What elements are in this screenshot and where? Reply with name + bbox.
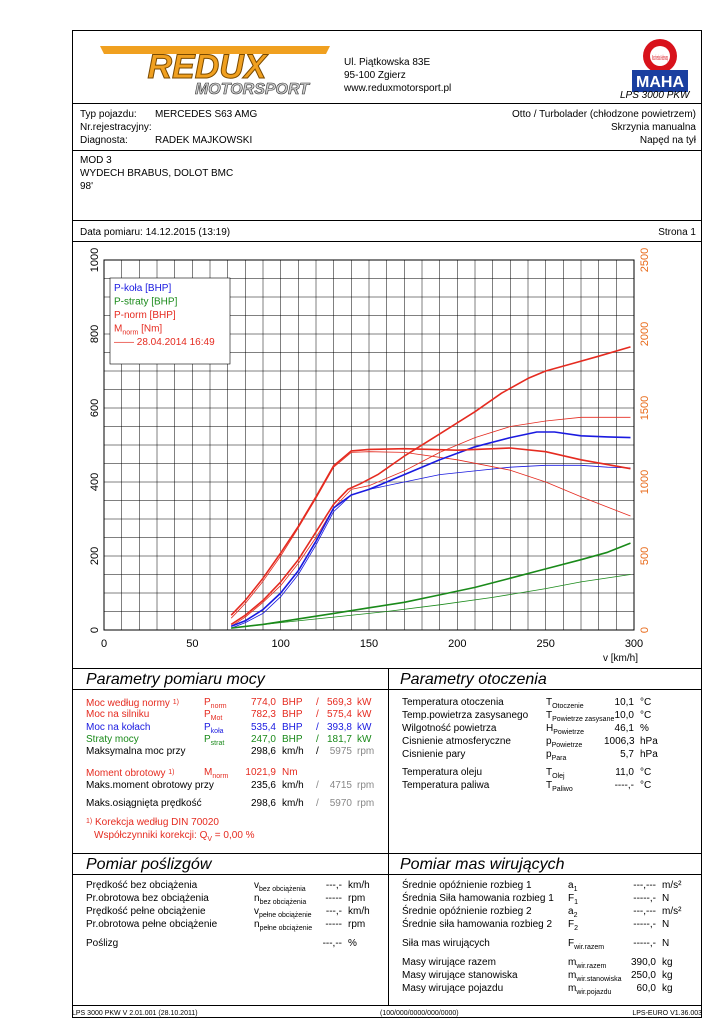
measurement-date bbox=[80, 227, 230, 239]
env-label: Temperatura otoczenia bbox=[402, 697, 504, 708]
mass-unit: m/s² bbox=[662, 906, 682, 917]
param-label: Moc na silniku bbox=[86, 709, 150, 721]
param-unit-2: kW bbox=[357, 721, 372, 733]
mass-symbol: $m_{wir.razem}$ bbox=[568, 957, 607, 970]
param-label: Moc na kołach bbox=[86, 721, 151, 733]
mass-label: Średnia Siła hamowania rozbieg 1 bbox=[402, 893, 554, 904]
slip-title: Pomiar poślizgów bbox=[86, 856, 212, 873]
diag-value: RADEK MAJKOWSKI bbox=[155, 135, 253, 146]
param-symbol: $P_{norm}$ bbox=[204, 697, 227, 710]
y-left-tick-label: 600 bbox=[89, 398, 101, 418]
address-line-1: Ul. Piątkowska 83E bbox=[344, 57, 431, 68]
footer-center: (100/000/0000/000/0000) bbox=[380, 1010, 459, 1017]
mass-symbol: $m_{wir.stanowiska}$ bbox=[568, 970, 622, 983]
mass-symbol: $F_2$ bbox=[568, 919, 579, 932]
mass-label: Masy wirujące stanowiska bbox=[402, 970, 518, 981]
torque-at-value-1: 235,6 bbox=[250, 780, 276, 791]
legend-entry: P-straty [BHP] bbox=[114, 296, 178, 308]
mass-unit: m/s² bbox=[662, 880, 682, 891]
env-title: Parametry otoczenia bbox=[400, 671, 547, 688]
param-symbol: $P_{strat}$ bbox=[204, 733, 225, 747]
slip-label: Pr.obrotowa pełne obciążenie bbox=[86, 919, 218, 930]
env-symbol: $p_{Powietrze}$ bbox=[546, 736, 583, 749]
param-value-2: 393,8 bbox=[326, 721, 352, 733]
param-value-2: 569,3 bbox=[326, 697, 352, 708]
address-line-3: www.reduxmotorsport.pl bbox=[344, 83, 452, 94]
max-speed-unit-1: km/h bbox=[282, 798, 304, 809]
footer-left: LPS 3000 PKW V 2.01.001 (28.10.2011) bbox=[72, 1010, 198, 1017]
max-speed-separator: / bbox=[316, 798, 319, 809]
param-unit-2: kW bbox=[357, 733, 372, 745]
y-left-tick-label: 400 bbox=[89, 472, 101, 492]
env-unit: °C bbox=[640, 697, 652, 708]
env-symbol: $T_{Olej}$ bbox=[546, 767, 565, 780]
mass-symbol: $m_{wir.pojazdu}$ bbox=[568, 983, 612, 996]
param-unit-2: rpm bbox=[357, 746, 375, 758]
slip-label: Poślizg bbox=[86, 938, 119, 949]
env-label: Temp.powietrza zasysanego bbox=[402, 710, 529, 721]
env-unit: °C bbox=[640, 780, 652, 791]
param-label: Maksymalna moc przy bbox=[86, 746, 186, 758]
param-symbol: $P_{Mot}$ bbox=[204, 709, 223, 723]
env-value: 1006,3 bbox=[604, 736, 635, 747]
reg-label: Nr.rejestracyjny: bbox=[80, 122, 152, 133]
note-line-2: WYDECH BRABUS, DOLOT BMC bbox=[80, 168, 234, 179]
y-right-tick-label: 2000 bbox=[639, 321, 651, 347]
env-symbol: $p_{Para}$ bbox=[546, 749, 567, 762]
env-value: 10,0 bbox=[614, 710, 634, 721]
env-symbol: $T_{Powietrze zasysane}$ bbox=[546, 710, 615, 723]
param-label: Straty mocy bbox=[86, 733, 139, 745]
torque-value: 1021,9 bbox=[245, 767, 276, 778]
slip-unit: km/h bbox=[348, 880, 370, 891]
note-line-1: MOD 3 bbox=[80, 155, 112, 166]
max-speed-unit-2: rpm bbox=[357, 798, 375, 809]
mass-title: Pomiar mas wirujących bbox=[400, 856, 565, 873]
env-label: Temperatura paliwa bbox=[402, 780, 490, 791]
mass-value: -----,- bbox=[633, 938, 656, 949]
engine-type: Otto / Turbolader (chłodzone powietrzem) bbox=[512, 109, 696, 120]
series-line bbox=[231, 465, 630, 628]
env-value: ----,- bbox=[614, 780, 634, 791]
y-right-tick-label: 500 bbox=[639, 546, 651, 566]
param-unit-1: BHP bbox=[282, 733, 303, 745]
x-tick-label: 250 bbox=[536, 638, 555, 650]
mass-unit: N bbox=[662, 938, 670, 949]
param-value-2: 575,4 bbox=[326, 709, 352, 721]
mass-value: 250,0 bbox=[630, 970, 656, 981]
torque-at-separator: / bbox=[316, 780, 319, 791]
env-value: 46,1 bbox=[614, 723, 634, 734]
mass-label: Masy wirujące pojazdu bbox=[402, 983, 504, 994]
param-separator: / bbox=[316, 746, 319, 758]
param-value-1: 535,4 bbox=[250, 721, 276, 733]
max-speed-value-1: 298,6 bbox=[250, 798, 276, 809]
maha-logo bbox=[624, 36, 696, 94]
vehicle-type-value: MERCEDES S63 AMG bbox=[155, 109, 258, 120]
x-tick-label: 300 bbox=[624, 638, 644, 650]
env-value: 10,1 bbox=[614, 697, 634, 708]
torque-at-unit-1: km/h bbox=[282, 780, 304, 791]
slip-label: Prędkość pełne obciążenie bbox=[86, 906, 206, 917]
mass-label: Masy wirujące razem bbox=[402, 957, 496, 968]
legend-entry: P-norm [BHP] bbox=[114, 310, 176, 321]
legend-entry: —— 28.04.2014 16:49 bbox=[114, 337, 215, 348]
slip-symbol: $n_{bez obciążenia}$ bbox=[254, 893, 307, 906]
mass-value: -----,- bbox=[633, 919, 656, 930]
address-line-2: 95-100 Zgierz bbox=[344, 70, 406, 81]
company-address bbox=[344, 56, 451, 95]
param-unit-2: kW bbox=[357, 709, 372, 721]
date-label: Data pomiaru: bbox=[80, 227, 143, 238]
mass-value: 390,0 bbox=[630, 957, 656, 968]
mass-unit: kg bbox=[662, 957, 673, 968]
note-line-3: 98' bbox=[80, 181, 94, 192]
svg-text:MOTORSPORT: MOTORSPORT bbox=[194, 81, 310, 98]
y-left-tick-label: 800 bbox=[89, 324, 101, 344]
torque-symbol: $M_{norm}$ bbox=[204, 767, 229, 780]
param-unit-1: BHP bbox=[282, 709, 303, 721]
env-label: Cisnienie pary bbox=[402, 749, 466, 760]
legend-entry: $M_{norm}$ [Nm] bbox=[114, 323, 163, 337]
y-right-tick-label: 2500 bbox=[639, 247, 651, 273]
env-label: Wilgotność powietrza bbox=[402, 723, 497, 734]
mass-unit: kg bbox=[662, 983, 673, 994]
slip-value: ----- bbox=[325, 893, 342, 904]
slip-unit: % bbox=[348, 938, 357, 949]
slip-label: Prędkość bez obciążenia bbox=[86, 880, 198, 891]
param-separator: / bbox=[316, 709, 319, 721]
env-unit: °C bbox=[640, 767, 652, 778]
param-label: Moc według normy $^{1)}$ bbox=[86, 698, 179, 709]
param-value-1: 247,0 bbox=[250, 733, 276, 745]
env-unit: hPa bbox=[640, 749, 658, 760]
torque-at-value-2: 4715 bbox=[329, 780, 352, 791]
torque-label: Moment obrotowy $^{1)}$ bbox=[86, 768, 175, 779]
svg-text:REDUX: REDUX bbox=[147, 48, 267, 86]
mass-value: ---,--- bbox=[633, 906, 656, 917]
param-separator: / bbox=[316, 721, 319, 733]
env-unit: °C bbox=[640, 710, 652, 721]
page-number: Strona 1 bbox=[658, 227, 696, 238]
mass-unit: kg bbox=[662, 970, 673, 981]
y-left-tick-label: 1000 bbox=[89, 247, 101, 273]
env-value: 5,7 bbox=[620, 749, 634, 760]
slip-unit: rpm bbox=[348, 919, 366, 930]
footer-right: LPS-EURO V1.36.003 bbox=[632, 1010, 702, 1017]
mass-label: Średnie siła hamowania rozbieg 2 bbox=[402, 919, 553, 930]
env-symbol: $T_{Paliwo}$ bbox=[546, 780, 573, 793]
redux-logo bbox=[82, 42, 332, 98]
mass-value: -----,- bbox=[633, 893, 656, 904]
param-value-1: 782,3 bbox=[250, 709, 276, 721]
param-separator: / bbox=[316, 733, 319, 745]
env-label: Temperatura oleju bbox=[402, 767, 483, 778]
param-unit-1: BHP bbox=[282, 697, 303, 708]
slip-label: Pr.obrotowa bez obciążenia bbox=[86, 893, 209, 904]
param-value-2: 5975 bbox=[329, 746, 352, 758]
env-value: 11,0 bbox=[615, 767, 634, 778]
mass-symbol: $F_1$ bbox=[568, 893, 579, 906]
x-tick-label: 150 bbox=[359, 638, 379, 650]
slip-value: ---,- bbox=[325, 906, 342, 917]
mass-value: ---,--- bbox=[633, 880, 656, 891]
slip-value: ---,- bbox=[325, 880, 342, 891]
param-symbol: $P_{koła}$ bbox=[204, 721, 224, 735]
params-title: Parametry pomiaru mocy bbox=[86, 671, 265, 688]
env-unit: hPa bbox=[640, 736, 658, 747]
diag-label: Diagnosta: bbox=[80, 135, 128, 146]
y-left-tick-label: 0 bbox=[89, 626, 101, 634]
slip-unit: rpm bbox=[348, 893, 366, 904]
mass-unit: N bbox=[662, 919, 670, 930]
env-symbol: $H_{Powietrze}$ bbox=[546, 723, 584, 736]
param-separator: / bbox=[316, 697, 319, 708]
env-unit: % bbox=[640, 723, 649, 734]
y-left-tick-label: 200 bbox=[89, 546, 101, 566]
param-value-1: 774,0 bbox=[250, 697, 276, 708]
mass-label: Siła mas wirujących bbox=[402, 938, 490, 949]
param-value-1: 298,6 bbox=[250, 746, 276, 758]
max-speed-label: Maks.osiągnięta prędkość bbox=[86, 798, 202, 809]
x-axis-label: v [km/h] bbox=[602, 653, 638, 664]
slip-value: ----- bbox=[325, 919, 342, 930]
param-unit-1: km/h bbox=[282, 746, 304, 758]
series-line bbox=[231, 347, 630, 625]
mass-label: Średnie opóźnienie rozbieg 1 bbox=[402, 880, 532, 891]
env-symbol: $T_{Otoczenie}$ bbox=[546, 697, 584, 710]
mass-label: Średnie opóźnienie rozbieg 2 bbox=[402, 906, 532, 917]
lps-model: LPS 3000 PKW bbox=[620, 90, 690, 101]
y-right-tick-label: 0 bbox=[639, 626, 651, 634]
slip-value: ---,-- bbox=[322, 938, 342, 949]
max-speed-value-2: 5970 bbox=[329, 798, 352, 809]
vehicle-type-label: Typ pojazdu: bbox=[80, 109, 137, 120]
mass-value: 60,0 bbox=[636, 983, 656, 994]
y-right-tick-label: 1500 bbox=[639, 395, 651, 421]
power-chart bbox=[72, 242, 702, 668]
x-tick-label: 200 bbox=[448, 638, 467, 650]
torque-unit: Nm bbox=[282, 767, 298, 778]
correction-coefficient: Współczynniki korekcji: $Q_V = 0,00$ % bbox=[94, 830, 255, 843]
x-tick-label: 100 bbox=[271, 638, 290, 650]
param-unit-2: kW bbox=[357, 697, 372, 708]
mass-symbol: $a_2$ bbox=[568, 906, 578, 919]
param-unit-1: BHP bbox=[282, 721, 303, 733]
mass-unit: N bbox=[662, 893, 670, 904]
y-right-tick-label: 1000 bbox=[639, 469, 651, 495]
legend-entry: P-koła [BHP] bbox=[114, 283, 172, 294]
svg-text:MAHA: MAHA bbox=[636, 74, 684, 91]
correction-note: $^{1)}$ Korekcja według DIN 70020 bbox=[86, 817, 219, 828]
date-value: 14.12.2015 (13:19) bbox=[145, 227, 231, 238]
drive-type: Napęd na tył bbox=[639, 135, 696, 146]
x-tick-label: 0 bbox=[100, 638, 108, 650]
slip-symbol: $n_{pełne obciążenie}$ bbox=[254, 919, 313, 932]
gearbox: Skrzynia manualna bbox=[610, 122, 696, 133]
param-value-2: 181,7 bbox=[326, 733, 352, 745]
slip-symbol: $v_{pełne obciążenie}$ bbox=[254, 906, 312, 919]
maha-seal-text: Maschinenbau Haldenwang bbox=[652, 55, 669, 62]
series-line bbox=[231, 448, 630, 615]
torque-at-unit-2: rpm bbox=[357, 780, 375, 791]
torque-at-label: Maks.moment obrotowy przy bbox=[86, 780, 214, 791]
slip-symbol: $v_{bez obciążenia}$ bbox=[254, 880, 306, 893]
slip-unit: km/h bbox=[348, 906, 370, 917]
series-line bbox=[231, 417, 630, 626]
x-tick-label: 50 bbox=[186, 638, 199, 650]
env-label: Cisnienie atmosferyczne bbox=[402, 736, 511, 747]
mass-symbol: $a_1$ bbox=[568, 880, 578, 893]
mass-symbol: $F_{wir.razem}$ bbox=[568, 938, 605, 951]
